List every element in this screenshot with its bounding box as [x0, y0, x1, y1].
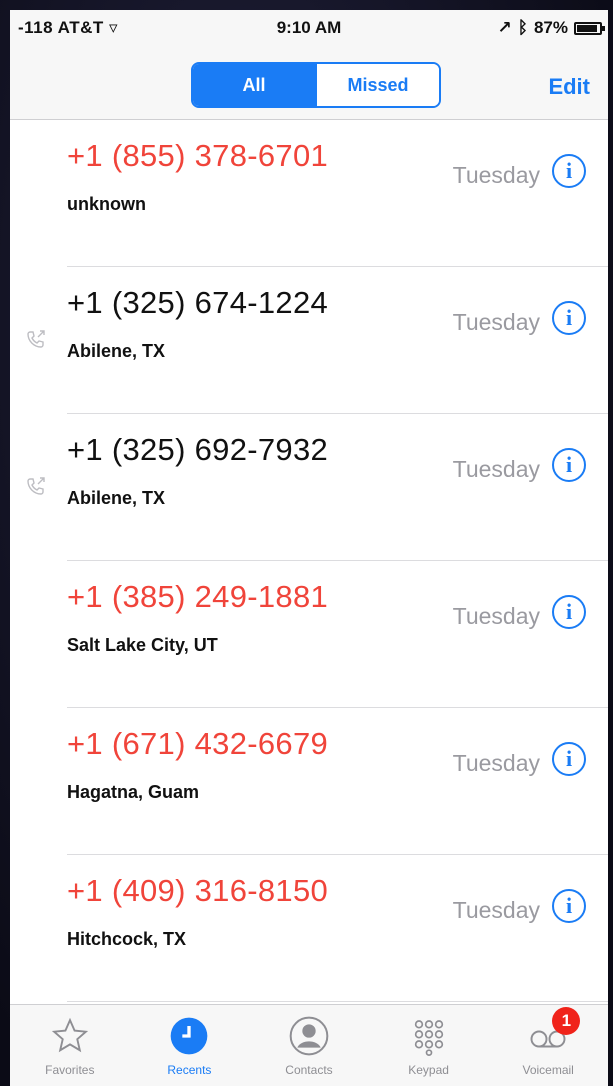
segment-all[interactable]: All: [193, 64, 315, 106]
tab-label: Recents: [167, 1063, 212, 1077]
call-location: Abilene, TX: [67, 488, 166, 508]
call-day: Tuesday: [452, 162, 540, 188]
call-location: Hitchcock, TX: [67, 929, 187, 949]
status-time: 9:10 AM: [276, 18, 342, 37]
voicemail-badge: 1: [552, 1007, 580, 1035]
tab-bar: [10, 1004, 608, 1086]
bluetooth-icon: ᛒ: [517, 18, 528, 37]
row-divider: [67, 1001, 608, 1002]
call-row[interactable]: [10, 414, 608, 561]
battery-icon: [574, 22, 602, 35]
keypad-icon: [408, 1015, 450, 1057]
info-icon[interactable]: i: [552, 301, 586, 335]
call-number: +1 (385) 249-1881: [67, 579, 329, 614]
call-number: +1 (325) 692-7932: [67, 432, 329, 467]
call-number: +1 (325) 674-1224: [67, 285, 329, 320]
call-day: Tuesday: [452, 897, 540, 923]
info-icon[interactable]: i: [552, 448, 586, 482]
info-icon[interactable]: i: [552, 595, 586, 629]
call-location: unknown: [67, 194, 146, 214]
nav-bar: [10, 44, 608, 120]
tab-keypad[interactable]: [369, 1005, 489, 1086]
info-icon[interactable]: i: [552, 889, 586, 923]
battery-percent: 87%: [533, 18, 568, 37]
call-day: Tuesday: [452, 603, 540, 629]
call-location: Hagatna, Guam: [67, 782, 200, 802]
edit-button[interactable]: Edit: [548, 74, 590, 99]
outgoing-call-icon: [26, 329, 46, 349]
star-icon: [49, 1015, 91, 1057]
call-number: +1 (409) 316-8150: [67, 873, 329, 908]
call-row[interactable]: [10, 267, 608, 414]
person-icon: [288, 1015, 330, 1057]
wifi-icon: ▿: [108, 18, 119, 37]
tab-label: Favorites: [45, 1063, 95, 1077]
call-day: Tuesday: [452, 456, 540, 482]
clock-icon: [168, 1015, 210, 1057]
tab-contacts[interactable]: [249, 1005, 369, 1086]
call-row[interactable]: [10, 120, 608, 267]
tab-favorites[interactable]: [10, 1005, 130, 1086]
carrier-label: -118 AT&T: [18, 18, 104, 37]
call-location: Salt Lake City, UT: [67, 635, 218, 655]
call-day: Tuesday: [452, 309, 540, 335]
call-day: Tuesday: [452, 750, 540, 776]
info-icon[interactable]: i: [552, 742, 586, 776]
call-number: +1 (855) 378-6701: [67, 138, 329, 173]
call-location: Abilene, TX: [67, 341, 166, 361]
location-arrow-icon: ↗: [497, 18, 512, 37]
phone-screen: [10, 10, 608, 1086]
tab-voicemail[interactable]: [488, 1005, 608, 1086]
segment-missed[interactable]: Missed: [315, 64, 439, 106]
call-filter-segmented-control[interactable]: [191, 62, 441, 108]
info-icon[interactable]: i: [552, 154, 586, 188]
tab-label: Voicemail: [522, 1063, 574, 1077]
status-bar: [10, 10, 608, 44]
call-row[interactable]: [10, 561, 608, 708]
outgoing-call-icon: [26, 476, 46, 496]
tab-recents[interactable]: [130, 1005, 250, 1086]
call-row[interactable]: [10, 855, 608, 1002]
tab-label: Contacts: [285, 1063, 333, 1077]
call-row[interactable]: [10, 708, 608, 855]
tab-label: Keypad: [408, 1063, 449, 1077]
call-number: +1 (671) 432-6679: [67, 726, 329, 761]
recents-list: [10, 120, 608, 1002]
